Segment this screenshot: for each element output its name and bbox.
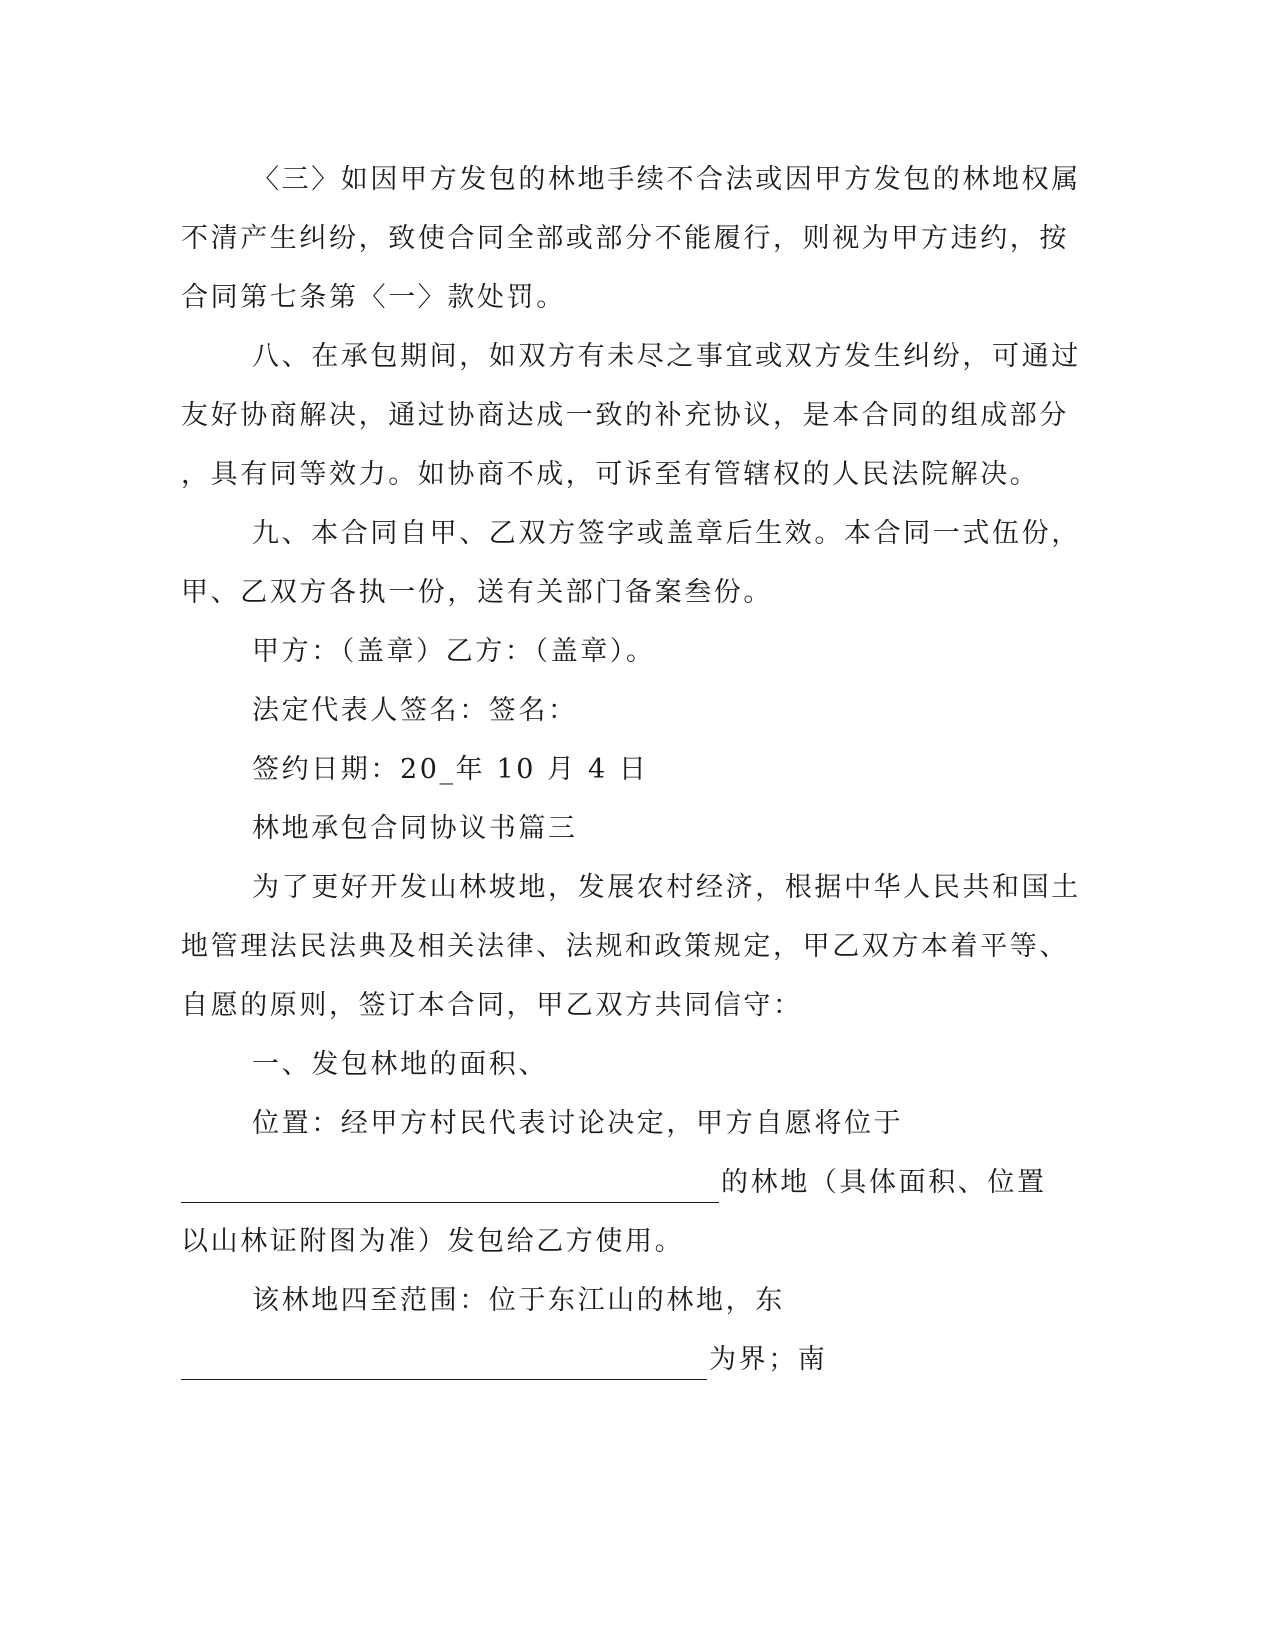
fill-in-blank [181, 1172, 719, 1203]
signing-date: 签约日期：20_年 10 月 4 日 [252, 754, 649, 785]
paragraph-line: 该林地四至范围：位于东江山的林地，东 [252, 1285, 785, 1316]
paragraph-line: 以山林证附图为准）发包给乙方使用。 [181, 1226, 685, 1257]
paragraph-line: 九、本合同自甲、乙双方签字或盖章后生效。本合同一式伍份， [252, 518, 1081, 549]
fill-in-line [181, 1163, 1081, 1203]
signature-line-party: 甲方：（盖章）乙方：（盖章）。 [252, 636, 656, 667]
clause-heading: 一、发包林地的面积、 [252, 1049, 548, 1080]
paragraph-line: 合同第七条第〈一〉款处罚。 [181, 282, 566, 313]
paragraph-line: 友好协商解决，通过协商达成一致的补充协议，是本合同的组成部分 [181, 400, 1069, 431]
paragraph-line: 〈三〉如因甲方发包的林地手续不合法或因甲方发包的林地权属 [252, 164, 1081, 195]
paragraph-line: 为了更好开发山林坡地，发展农村经济，根据中华人民共和国土 [252, 872, 1081, 903]
signature-line-representative: 法定代表人签名：签名： [252, 695, 578, 726]
fill-in-blank [181, 1349, 707, 1380]
paragraph-line: 甲、乙双方各执一份，送有关部门备案叁份。 [181, 577, 773, 608]
paragraph-line: 地管理法民法典及相关法律、法规和政策规定，甲乙双方本着平等、 [181, 931, 1069, 962]
paragraph-line: 位置：经甲方村民代表讨论决定，甲方自愿将位于 [252, 1108, 904, 1139]
paragraph-line: 八、在承包期间，如双方有未尽之事宜或双方发生纠纷，可通过 [252, 341, 1081, 372]
section-title: 林地承包合同协议书篇三 [252, 813, 578, 844]
paragraph-line: 自愿的原则，签订本合同，甲乙双方共同信守： [181, 990, 803, 1021]
fill-in-line [181, 1340, 1081, 1380]
paragraph-line: ，具有同等效力。如协商不成，可诉至有管辖权的人民法院解决。 [181, 459, 1040, 490]
paragraph-line: 不清产生纠纷，致使合同全部或部分不能履行，则视为甲方违约，按 [181, 223, 1069, 254]
fill-in-text: 的林地（具体面积、位置 [721, 1167, 1047, 1198]
fill-in-text: 为界；南 [709, 1344, 828, 1375]
